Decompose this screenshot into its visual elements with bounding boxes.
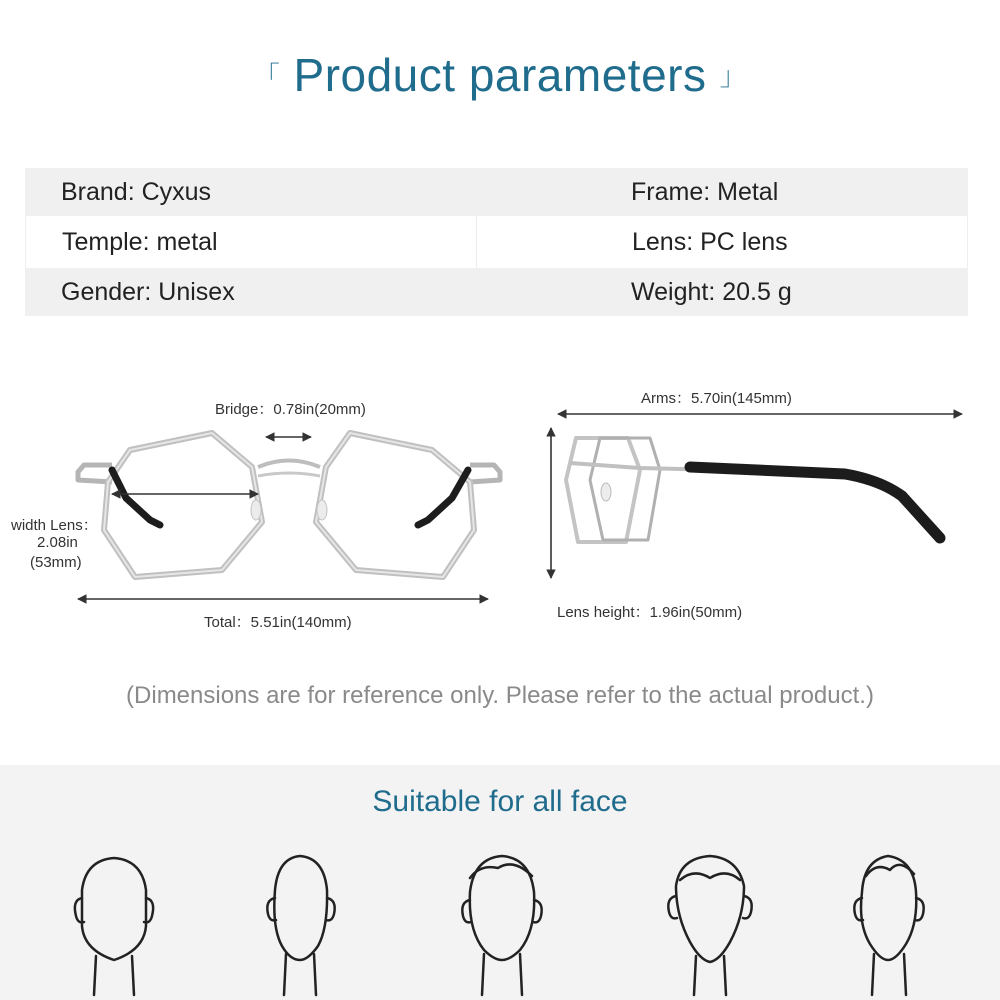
total-label: Total：5.51in(140mm) <box>204 614 352 631</box>
width-lens-label: width Lens： <box>11 517 98 534</box>
param-gender: Gender: Unisex <box>61 278 235 306</box>
param-frame: Frame: Metal <box>631 178 779 206</box>
title-close-bracket: 」 <box>719 61 747 92</box>
width-lens-mm: (53mm) <box>30 554 82 571</box>
title-text: Product parameters <box>293 49 707 101</box>
param-row <box>25 168 968 216</box>
param-temple: Temple: metal <box>62 228 218 256</box>
face-section <box>0 765 1000 1000</box>
param-row <box>25 216 968 268</box>
page-title <box>0 48 1000 102</box>
title-open-bracket: 「 <box>253 61 281 92</box>
parameters-table <box>25 168 968 316</box>
cell-divider <box>476 216 477 268</box>
dimension-figure <box>0 370 1000 660</box>
face-icon <box>75 858 153 995</box>
param-row <box>25 268 968 316</box>
face-icon <box>462 856 541 995</box>
arms-label: Arms：5.70in(145mm) <box>641 390 792 407</box>
param-weight: Weight: 20.5 g <box>631 278 792 306</box>
face-icon <box>668 856 751 995</box>
face-icons-row <box>0 850 1000 1000</box>
param-lens: Lens: PC lens <box>632 228 788 256</box>
face-icon <box>267 856 334 995</box>
reference-note: (Dimensions are for reference only. Please refer to the actual product.) <box>126 682 874 709</box>
param-brand: Brand: Cyxus <box>61 178 212 206</box>
lens-height-label: Lens height：1.96in(50mm) <box>557 604 743 621</box>
face-section-title: Suitable for all face <box>372 785 628 818</box>
width-lens-inches: 2.08in <box>37 534 78 551</box>
face-icon <box>854 856 923 995</box>
glasses-side-view <box>566 438 940 542</box>
glasses-front-view <box>78 433 500 577</box>
bridge-label: Bridge：0.78in(20mm) <box>215 401 366 418</box>
